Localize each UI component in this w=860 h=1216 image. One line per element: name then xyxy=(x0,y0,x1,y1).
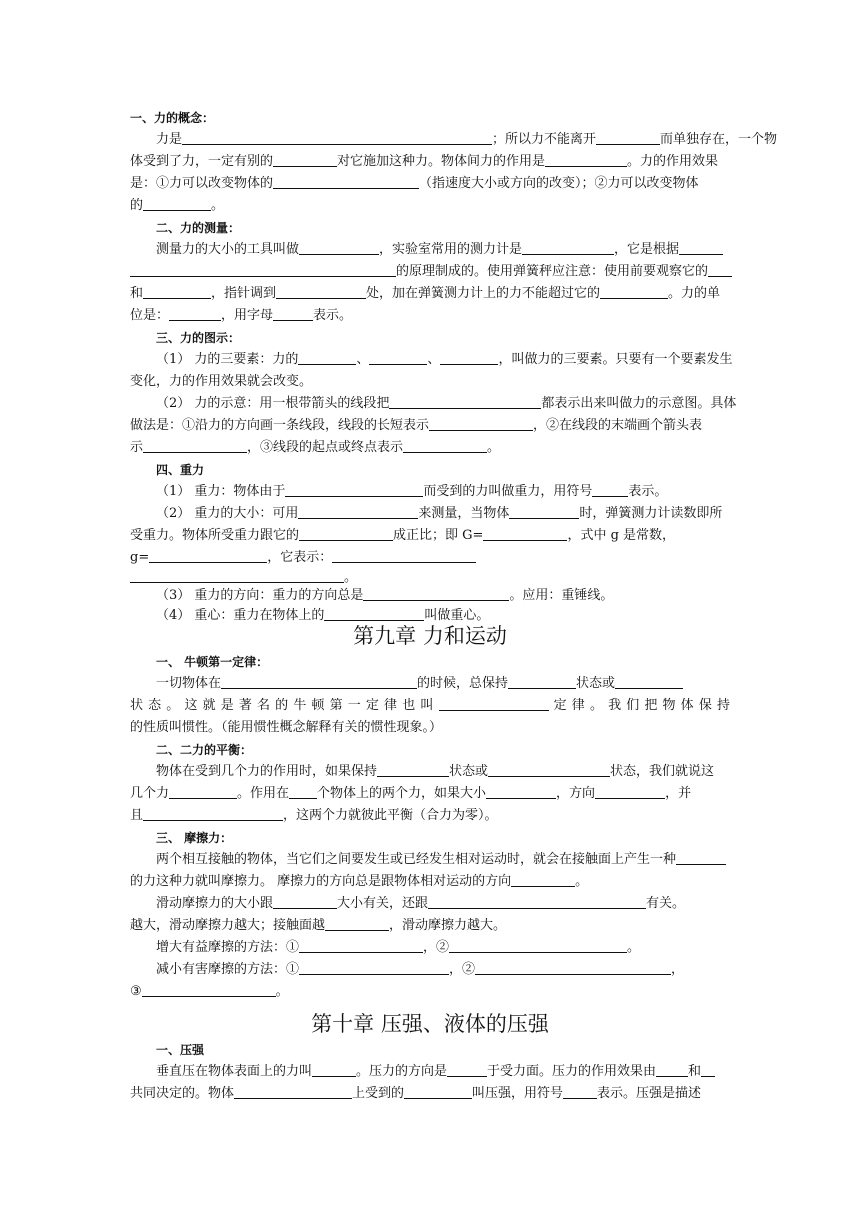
section-heading-force-concept: 一、力的概念： xyxy=(130,111,215,125)
text-line: 减小有害摩擦的方法：① ，② ， xyxy=(156,962,685,977)
text-line: （1） 力的三要素：力的 、 、 ，叫做力的三要素。只要有一个要素发生 xyxy=(156,352,733,367)
blank-field[interactable] xyxy=(511,872,575,887)
blank-field[interactable] xyxy=(679,240,723,255)
text-line: 且 ，这两个力就彼此平衡（合力为零）。 xyxy=(130,808,498,823)
text-line: 的 。 xyxy=(130,198,225,213)
text-line: （2） 重力的大小：可用 来测量，当物体 时，弹簧测力计读数即所 xyxy=(156,506,723,521)
blank-field[interactable] xyxy=(676,850,726,865)
blank-field[interactable] xyxy=(403,438,487,453)
blank-field[interactable] xyxy=(299,526,393,541)
blank-field[interactable] xyxy=(149,548,267,563)
blank-field[interactable] xyxy=(299,240,379,255)
text-line: 垂直压在物体表面上的力叫 。压力的方向是 于受力面。压力的作用效果由 和 xyxy=(130,1062,730,1082)
blank-field[interactable] xyxy=(169,306,221,321)
blank-field[interactable] xyxy=(325,916,389,931)
text-line: （1） 重力：物体由于 而受到的力叫做重力，用符号 表示。 xyxy=(156,484,668,499)
blank-field[interactable] xyxy=(273,152,337,167)
text-line: （2） 力的示意：用一根带箭头的线段把 都表示出来叫做力的示意图。具体 xyxy=(156,396,737,411)
text-line: 。 xyxy=(130,568,730,588)
blank-field[interactable] xyxy=(143,806,283,821)
text-line: 增大有益摩擦的方法：① ，② 。 xyxy=(156,940,641,955)
blank-field[interactable] xyxy=(592,482,628,497)
section-heading-gravity: 四、重力 xyxy=(156,463,205,477)
text-line: ③ 。 xyxy=(130,984,289,999)
text-line: （3） 重力的方向：重力的方向总是 。应用：重锤线。 xyxy=(156,588,614,603)
section-heading-two-force-balance: 二、二力的平衡： xyxy=(156,743,253,757)
blank-field[interactable] xyxy=(483,526,567,541)
blank-field[interactable] xyxy=(428,894,646,909)
blank-field[interactable] xyxy=(596,130,660,145)
text-line: 状态。这就是著名的牛顿第一定律也叫 定律。我们把物体保持 xyxy=(130,698,730,713)
text-line: 的原理制成的。使用弹簧秤应注意：使用前要观察它的 xyxy=(130,262,730,282)
text-line: 受重力。物体所受重力跟它的 成正比；即 G= ，式中 g 是常数， xyxy=(130,528,676,543)
chapter-title: 第九章 力和运动 xyxy=(353,624,507,648)
blank-field[interactable] xyxy=(324,606,424,621)
blank-field[interactable] xyxy=(312,1062,356,1077)
blank-field[interactable] xyxy=(332,548,476,563)
text-line: 共同决定的。物体 上受到的 叫压强，用符号 表示。压强是描述 xyxy=(130,1086,702,1101)
text-line: 和 ，指针调到 处，加在弹簧测力计上的力不能超过它的 。力的单 xyxy=(130,286,721,301)
blank-field[interactable] xyxy=(563,1084,597,1099)
text-line: 力是 ；所以力不能离开 而单独存在，一个物 xyxy=(156,132,778,147)
blank-field[interactable] xyxy=(143,284,211,299)
section-heading-force-diagram: 三、力的图示： xyxy=(156,331,241,345)
section-heading-friction: 三、 摩擦力： xyxy=(156,831,233,845)
blank-field[interactable] xyxy=(595,784,665,799)
blank-field[interactable] xyxy=(475,960,671,975)
section-heading-force-measurement: 二、力的测量： xyxy=(156,221,241,235)
blank-field[interactable] xyxy=(276,284,366,299)
text-line: g= ，它表示： xyxy=(130,548,730,568)
blank-field[interactable] xyxy=(273,894,337,909)
blank-field[interactable] xyxy=(615,674,683,689)
blank-field[interactable] xyxy=(447,1062,487,1077)
text-line: 的性质叫惯性。（能用惯性概念解释有关的惯性现象。） xyxy=(130,720,443,735)
blank-field[interactable] xyxy=(369,350,427,365)
section-heading-pressure: 一、压强 xyxy=(156,1043,205,1057)
blank-field[interactable] xyxy=(389,394,541,409)
text-line: 体受到了力，一定有别的 对它施加这种力。物体间力的作用是 。力的作用效果 xyxy=(130,154,719,169)
text-line: 做法是：①沿力的方向画一条线段，线段的长短表示 ，②在线段的末端画个箭头表 xyxy=(130,418,703,433)
text-line: 越大，滑动摩擦力越大；接触面越 ，滑动摩擦力越大。 xyxy=(130,918,507,933)
text-line: 一切物体在 的时候，总保持 状态或 xyxy=(130,674,730,694)
blank-field[interactable] xyxy=(169,784,237,799)
blank-field[interactable] xyxy=(234,1084,352,1099)
blank-field[interactable] xyxy=(298,350,356,365)
blank-field[interactable] xyxy=(600,284,668,299)
blank-field[interactable] xyxy=(377,762,449,777)
text-line: 是：①力可以改变物体的 （指速度大小或方向的改变）；②力可以改变物体 xyxy=(130,176,699,191)
text-line: （4） 重心：重力在物体上的 叫做重心。 xyxy=(156,608,490,623)
blank-field[interactable] xyxy=(488,762,610,777)
text-line: 位是： ，用字母 表示。 xyxy=(130,308,353,323)
blank-field[interactable] xyxy=(404,1084,472,1099)
blank-field[interactable] xyxy=(363,586,509,601)
section-heading-newton-first-law: 一、 牛顿第一定律： xyxy=(156,655,269,669)
blank-field[interactable] xyxy=(221,674,417,689)
blank-field[interactable] xyxy=(299,938,423,953)
blank-field[interactable] xyxy=(701,1062,715,1077)
blank-field[interactable] xyxy=(143,438,247,453)
text-line: 测量力的大小的工具叫做 ，实验室常用的测力计是 ，它是根据 xyxy=(130,240,730,260)
blank-field[interactable] xyxy=(273,174,419,189)
blank-field[interactable] xyxy=(289,784,317,799)
text-line: 的力这种力就叫摩擦力。 摩擦力的方向总是跟物体相对运动的方向 。 xyxy=(130,874,589,889)
blank-field[interactable] xyxy=(522,240,614,255)
blank-field[interactable] xyxy=(143,196,211,211)
blank-field[interactable] xyxy=(508,674,576,689)
text-line: 物体在受到几个力的作用时，如果保持 状态或 状态，我们就说这 xyxy=(156,764,715,779)
text-line: 示 ，③线段的起点或终点表示 。 xyxy=(130,440,501,455)
blank-field[interactable] xyxy=(440,350,498,365)
text-line: 两个相互接触的物体，当它们之间要发生或已经发生相对运动时，就会在接触面上产生一种 xyxy=(130,850,730,870)
blank-field[interactable] xyxy=(656,1062,688,1077)
blank-field[interactable] xyxy=(439,696,549,711)
blank-field[interactable] xyxy=(182,130,492,145)
blank-field[interactable] xyxy=(299,960,449,975)
blank-field[interactable] xyxy=(708,262,732,277)
blank-field[interactable] xyxy=(298,504,418,519)
blank-field[interactable] xyxy=(142,982,276,997)
blank-field[interactable] xyxy=(509,504,579,519)
chapter-title: 第十章 压强、液体的压强 xyxy=(311,1012,549,1036)
text-line: 滑动摩擦力的大小跟 大小有关，还跟 有关。 xyxy=(156,896,686,911)
blank-field[interactable] xyxy=(273,306,313,321)
blank-field[interactable] xyxy=(130,568,344,583)
blank-field[interactable] xyxy=(429,416,533,431)
blank-field[interactable] xyxy=(486,784,556,799)
text-line: 变化，力的作用效果就会改变。 xyxy=(130,374,313,389)
blank-field[interactable] xyxy=(130,262,396,277)
text-line: 几个力 。作用在 个物体上的两个力，如果大小 ，方向 ，并 xyxy=(130,786,692,801)
blank-field[interactable] xyxy=(449,938,627,953)
blank-field[interactable] xyxy=(285,482,423,497)
blank-field[interactable] xyxy=(545,152,627,167)
